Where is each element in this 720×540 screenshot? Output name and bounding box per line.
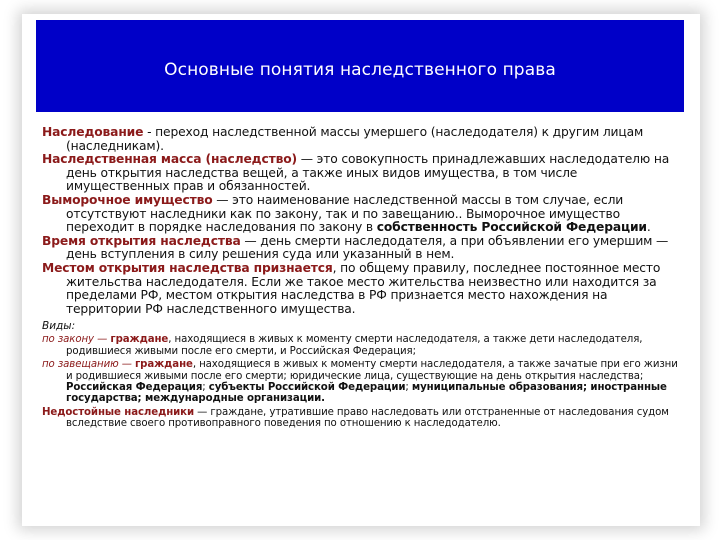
bold-federation-subjects: субъекты Российской Федерации xyxy=(208,381,406,393)
definition-text: , находящиеся в живых к моменту смерти наследодателя, а также дети наследодателя, родившиеся живыми после его смерти, и Российская Федерация; xyxy=(66,334,643,357)
definition-text: , находящиеся в живых к моменту смерти наследодателя, а также зачатые при его жизни и родившиеся живыми после его смерти; юридические лица, существующие на день открытия наследства; xyxy=(66,359,678,382)
slide-title: Основные понятия наследственного права xyxy=(164,60,556,80)
slide-body xyxy=(42,126,682,430)
definition-time-of-opening xyxy=(42,235,682,262)
definition-text: , по общему правилу, последнее постоянное место жительства наследодателя. Если же такое место жительства неизвестно или находится за пределами РФ, местом открытия наследства в РФ признается место нахождения на территории РФ наследственного имущества. xyxy=(66,260,661,316)
definition-text: — день смерти наследодателя, а при объявлении его умершим — день вступления в силу решения суда или указанный в нем. xyxy=(66,233,669,262)
heirs-by-law xyxy=(42,334,682,357)
bold-other-heirs: муниципальные образования; иностранные государства; международные организации. xyxy=(66,381,667,405)
definition-text: — это совокупность принадлежавших наследодателю на день открытия наследства вещей, а также иных видов имущества, в том числе имущественных прав и обязанностей. xyxy=(66,152,670,194)
bold-russian-federation: Российская Федерация xyxy=(66,381,203,393)
lead-by-law: по закону — xyxy=(42,334,111,346)
separator: ; xyxy=(202,381,209,393)
term-estate: Наследственная масса (наследство) xyxy=(42,152,297,167)
definition-end: . xyxy=(646,220,651,235)
bold-phrase: собственность Российской Федерации xyxy=(376,220,647,235)
term-unworthy-heirs: Недостойные наследники xyxy=(42,406,195,418)
definition-text: — граждане, утратившие право наследовать или отстраненные от наследования судом вследствие своего противоправного поведения по отношению к наследодателю. xyxy=(66,406,669,430)
term-citizens: граждане xyxy=(134,359,193,371)
types-label: Виды: xyxy=(42,320,76,333)
title-banner xyxy=(36,20,684,112)
unworthy-heirs xyxy=(42,407,682,430)
heirs-by-will xyxy=(42,359,682,405)
definition-estate xyxy=(42,153,682,194)
term-escheat-property: Выморочное имущество xyxy=(42,192,213,207)
term-citizens: граждане xyxy=(110,334,169,346)
term-inheritance: Наследование xyxy=(42,125,144,139)
definition-text: - переход наследственной массы умершего (наследодателя) к другим лицам (наследникам). xyxy=(66,125,644,153)
separator: ; xyxy=(405,381,412,393)
definition-inheritance xyxy=(42,126,682,153)
lead-by-will: по завещанию — xyxy=(42,359,135,371)
definition-text: — это наименование наследственной массы в том случае, если отсутствуют наследники как по закону, так и по завещанию.. Выморочное имущество переходит в порядке наследования по закону в xyxy=(66,192,624,235)
definition-place-of-opening xyxy=(42,262,682,316)
term-time-of-opening: Время открытия наследства xyxy=(42,233,241,248)
term-place-of-opening: Местом открытия наследства признается xyxy=(42,260,333,275)
definition-escheat-property xyxy=(42,194,682,235)
